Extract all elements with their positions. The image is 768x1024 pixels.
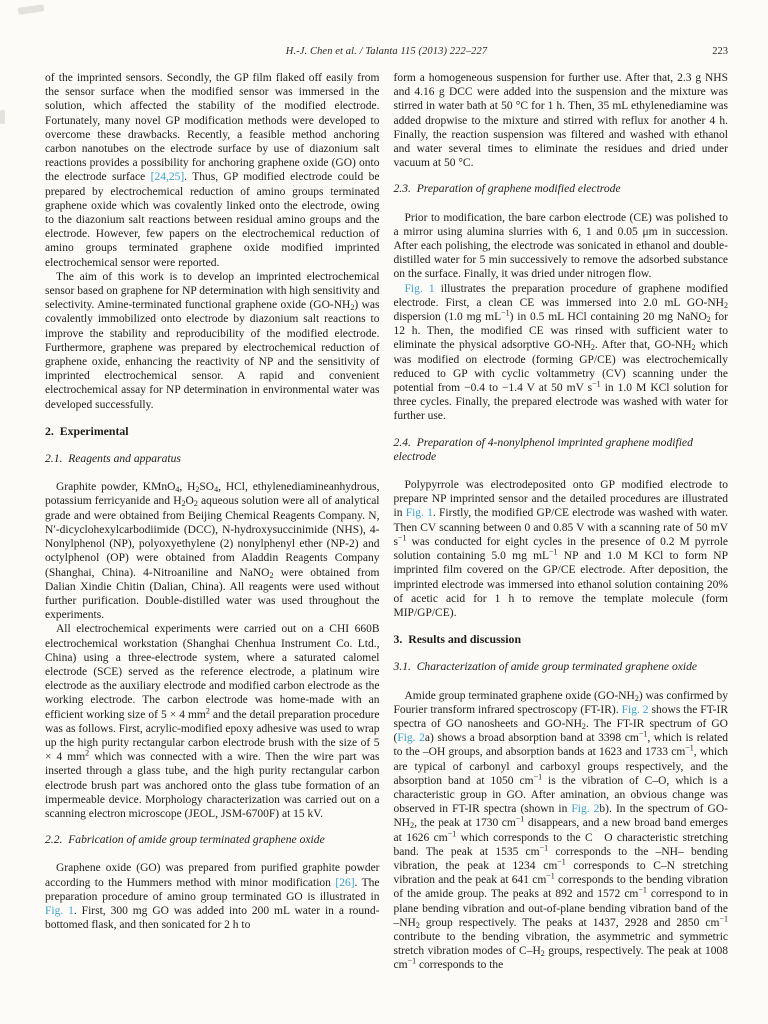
text-run: 2 (590, 343, 595, 353)
text-run: which was connected with a wire. Then the wire part was inserted through a glass tube, and the high purity rectangular carbon electrode brush part was anchored onto the glass tube formation of an impermeable device. Morphology characterization was carried out on a scanning electron microscope (JEOL, JSM-6700F) at 15 kV. (45, 751, 380, 820)
text-run: 2 (269, 570, 274, 580)
figure-link[interactable]: Fig. 2 (621, 703, 649, 716)
text-run: −1 (397, 533, 407, 543)
paragraph (394, 689, 729, 973)
page-header (45, 46, 728, 60)
text-run: ) in 0.5 mL HCl containing 20 mg NaNO (509, 311, 707, 324)
text-run: −1 (557, 857, 566, 867)
paragraph (45, 622, 380, 821)
text-run: . The preparation procedure of amino group terminated GO is illustrated in (45, 876, 380, 903)
figure-link[interactable]: Fig. 1 (45, 904, 74, 917)
paragraph (394, 282, 729, 424)
text-run: . After that, GO-NH (594, 339, 692, 352)
text-run: −1 (533, 772, 543, 782)
text-run: 2 (691, 343, 696, 353)
text-run: 2 (193, 499, 198, 509)
text-run: group respectively. The peaks at 1437, 2928 and 2850 cm (419, 916, 720, 929)
text-run: corresponds to the bending vibration of the amide group. The peaks at 892 and 1572 cm (393, 874, 729, 901)
text-run: All electrochemical experiments were carried out on a CHI 660B electrochemical workstation (Shanghai Chenhua Instrument Co. Ltd., China) using a three-electrode system, where a saturated calomel electrode (SCE) served as the reference electrode, a platinum wire electrode as the auxiliary electrode and modified carbon electrode as the working electrode. The carbon electrode was home-made with an efficient working size of 5 × 4 mm (45, 623, 380, 721)
text-run: 3. Results and discussion (393, 632, 522, 647)
text-run: SO (199, 481, 215, 494)
text-run: −1 (638, 729, 648, 739)
text-run: , H (179, 481, 196, 494)
subsection-heading (45, 833, 380, 847)
scan-artifact (0, 110, 5, 124)
text-run: 2 (350, 303, 355, 313)
paragraph (394, 478, 729, 620)
scan-artifact (18, 4, 45, 15)
text-run: −1 (546, 871, 555, 881)
text-run: −1 (592, 379, 601, 389)
text-run: −1 (501, 308, 510, 318)
text-run: which corresponds to the C O characteristic stretching band. The peak at 1535 cm (393, 831, 728, 858)
page-number: 223 (712, 46, 728, 57)
text-run: corresponds to the (416, 959, 504, 972)
text-run: O (185, 495, 194, 508)
text-run: 2.4. Preparation of 4-nonylphenol imprinted graphene modified electrode (393, 435, 693, 463)
text-run: aqueous solution were all of analytical grade and were obtained from Beijing Chemical Reagents Company. N, N′-dicyclohexylcarbodiimide (DCC), N-hydroxysuccinimide (NHS), 4-Nonylphenol (NP), polyoxyethylene (2) nonylphenyl ether (NP-2) and octylphenol (OP) were obtained from Aladdin Reagents Company (Shanghai, China). 4-Nitroaniline and NaNO (45, 495, 380, 579)
text-run: −1 (719, 914, 728, 924)
text-run: , which are typical of carbonyl and carboxyl groups respectively, and the absorption band at 1050 cm (393, 746, 728, 787)
text-run: Graphene oxide (GO) was prepared from purified graphite powder according to the Hummers method with minor modification (45, 862, 380, 889)
text-run: b). In the spectrum of GO-NH (393, 803, 728, 830)
text-run: Prior to modification, the bare carbon electrode (CE) was polished to a mirror using alumina slurries with 6, 1 and 0.05 μm in succession. After each polishing, the electrode was sonicated in ethanol and double-distilled water for 5 min successively to remove the adsorbed substance on the surface. Finally, it was dried under nitrogen flow. (393, 211, 728, 281)
text-run: . First, 300 mg GO was added into 200 mL water in a round-bottomed flask, and then sonicated for 2 h to (45, 904, 380, 932)
text-run: were obtained from Dalian Xindie Chitin (Dalian, China). All reagents were used without further purification. Double-distilled water was used throughout the experiments. (45, 566, 380, 622)
text-run: illustrates the preparation procedure of graphene modified electrode. First, a clean CE was immersed into 2.0 mL GO-NH (393, 282, 729, 309)
text-run: of the imprinted sensors. Secondly, the GP film flaked off easily from the sensor surface when the modified sensor was immersed in the solution, which affected the stability of the modified electrode. Fortunately, many novel GP modification methods were developed to overcome these drawbacks. Recently, a feasible method anchoring carbon nanotubes on the electrode surface by use of diazonium salt reactions provides a possibility for anchoring graphene oxide (GO) onto the electrode surface (45, 72, 380, 184)
text-run: Polypyrrole was electrodeposited onto GP modified electrode to prepare NP imprinted sensor and the detailed procedures are illustrated in (393, 479, 728, 520)
text-run: for 12 h. Then, the modified CE was rinsed with sufficient water to eliminate the physical adsorptive GO-NH (393, 311, 728, 352)
subsection-heading (394, 182, 729, 196)
text-run: 2 (181, 499, 186, 509)
text-run: 2 (410, 821, 415, 831)
citation-link[interactable]: [24,25] (150, 171, 185, 184)
running-title: H.-J. Chen et al. / Talanta 115 (2013) 222–227 (285, 46, 488, 57)
text-run: −1 (539, 843, 549, 853)
text-run: a) shows a broad absorption band at 3398 cm (424, 732, 639, 745)
text-run: . Firstly, the modified GP/CE electrode was washed with water. Then CV scanning between 0 and 0.85 V with a scanning rate of 50 mV s (393, 507, 728, 548)
text-run: contribute to the bending vibration, the asymmetric and symmetric stretch vibration modes of C–H (393, 930, 728, 958)
text-run: ) was covalently immobilized onto electrode by diazonium salt reactions to improve the stability and reproducibility of the modified electrode. Furthermore, graphene was prepared by electrochemical reduction of graphene oxide, enhancing the reactivity of NP and the sensitivity of imprinted electrochemical sensor. A rapid and convenient electrochemical assay for NP determination in environmental water was developed successfully. (45, 299, 380, 411)
subsection-heading (45, 452, 380, 466)
figure-link[interactable]: Fig. 1 (404, 282, 435, 295)
section-heading (45, 424, 380, 438)
paragraph (394, 71, 729, 170)
text-run: dispersion (1.0 mg mL (393, 311, 502, 324)
text-run: ) was confirmed by Fourier transform infrared spectroscopy (FT-IR). (393, 689, 728, 716)
text-run: , HCl, ethylenediamineanhydrous, potassium ferricyanide and H (45, 481, 380, 508)
text-run: 2.2. Fabrication of amide group terminated graphene oxide (45, 833, 325, 847)
section-heading (394, 632, 729, 646)
text-run: 4 (175, 485, 180, 495)
text-run: 2 (634, 693, 639, 703)
text-run: −1 (685, 743, 694, 753)
text-run: and the detail preparation procedure was as follows. First, acrylic-modified epoxy adhesive was used to wrap up the high purity rectangular carbon electrode brush with the size of 5 × 4 mm (45, 708, 380, 764)
text-run: −1 (638, 885, 647, 895)
text-run: −1 (447, 829, 457, 839)
text-run: , which is related to the –OH groups, and absorption bands at 1623 and 1733 cm (393, 732, 729, 759)
text-run: form a homogeneous suspension for further use. After that, 2.3 g NHS and 4.16 g DCC were added into the suspension and the mixture was stirred in water bath at 50 °C for 1 h. Then, 35 mL ethylenediamine was added dropwise to the mixture and stirred with reflux for another 4 h. Finally, the reaction suspension was filtered and washed with ethanol and water several times to eliminate the residues and dried under vacuum at 50 °C. (393, 72, 728, 170)
text-run: 2.1. Reagents and apparatus (45, 452, 181, 466)
figure-link[interactable]: Fig. 1 (405, 507, 433, 520)
text-run: 2.3. Preparation of graphene modified electrode (393, 182, 621, 196)
text-run: , the peak at 1730 cm (414, 817, 516, 830)
paragraph (45, 861, 380, 932)
paragraph (45, 71, 380, 270)
text-run: NP and 1.0 M KCl to form NP imprinted film covered on the GP/CE electrode. After deposition, the imprinted electrode was immersed into ethanol solution containing 20% of acetic acid for 1 h to remove the template molecule (form MIP/GP/CE). (393, 550, 728, 619)
text-run: Graphite powder, KMnO (56, 481, 176, 494)
text-run: 2 (540, 949, 545, 959)
text-run: 2. Experimental (45, 423, 129, 438)
text-run: . Thus, GP modified electrode could be prepared by electrochemical reduction of amino groups terminated graphene oxide which was covalently linked onto the electrode, owing to the diazonium salt reactions between residual amino groups and the electrode. However, few papers on the electrochemical reduction of amino groups terminated graphene oxide modified imprinted electrochemical sensor were reported. (45, 171, 380, 269)
text-run: 2 (195, 485, 200, 495)
citation-link[interactable]: [26] (335, 876, 355, 889)
right-column (394, 71, 729, 1024)
text-run: 2 (724, 300, 728, 310)
text-run: . The FT-IR spectrum of GO ( (393, 717, 728, 745)
text-run: −1 (549, 547, 558, 557)
text-run: 2 (85, 748, 90, 758)
text-run: Amide group terminated graphene oxide (GO-NH (404, 689, 635, 702)
text-run: The aim of this work is to develop an imprinted electrochemical sensor based on graphene for NP determination with high sensitivity and selectivity. Amine-terminated functional graphene oxide (GO-NH (45, 270, 380, 312)
figure-link[interactable]: Fig. 2 (571, 803, 600, 816)
text-run: 4 (214, 485, 219, 495)
paragraph (45, 270, 380, 412)
subsection-heading (394, 436, 729, 464)
left-column (45, 71, 380, 1024)
text-run: 3.1. Characterization of amide group terminated graphene oxide (393, 660, 698, 674)
text-run: shows the FT-IR spectra of GO nanosheets and GO-NH (393, 703, 728, 730)
paragraph (45, 480, 380, 622)
text-run: −1 (515, 814, 525, 824)
text-run: which was modified on electrode (forming GP/CE) was electrochemically reduced to GP with cyclic voltammetry (CV) scanning under the potential from −0.4 to −1.4 V at 50 mV s (393, 339, 728, 395)
text-run: corresponds to the –NH– bending vibration, the peak at 1234 cm (393, 845, 728, 872)
text-run: 2 (205, 706, 210, 716)
text-run: groups, respectively. The peak at 1008 cm (393, 945, 728, 972)
text-run: in 1.0 M KCl solution for three cycles. Finally, the prepared electrode was washed with water for further use. (393, 382, 729, 423)
text-run: was conducted for eight cycles in the presence of 0.2 M pyrrole solution containing 5.0 mg mL (393, 535, 728, 563)
subsection-heading (394, 660, 729, 674)
text-run: is the vibration of C–O, which is a characteristic group in GO. After amination, an obvious change was observed in FT-IR spectra (shown in (393, 774, 728, 816)
text-run: 2 (581, 721, 586, 731)
text-run: 2 (415, 920, 420, 930)
paragraph (394, 211, 729, 282)
text-run: disappears, and a new broad band emerges at 1626 cm (393, 817, 728, 844)
text-run: 2 (706, 315, 711, 325)
text-run: correspond to in plane bending vibration and out-of-plane bending vibration band of the –NH (393, 888, 728, 929)
article-body (45, 71, 728, 1024)
figure-link[interactable]: Fig. 2 (397, 732, 425, 745)
text-run: −1 (407, 956, 417, 966)
text-run: corresponds to C–N stretching vibration and the peak at 641 cm (393, 859, 728, 887)
